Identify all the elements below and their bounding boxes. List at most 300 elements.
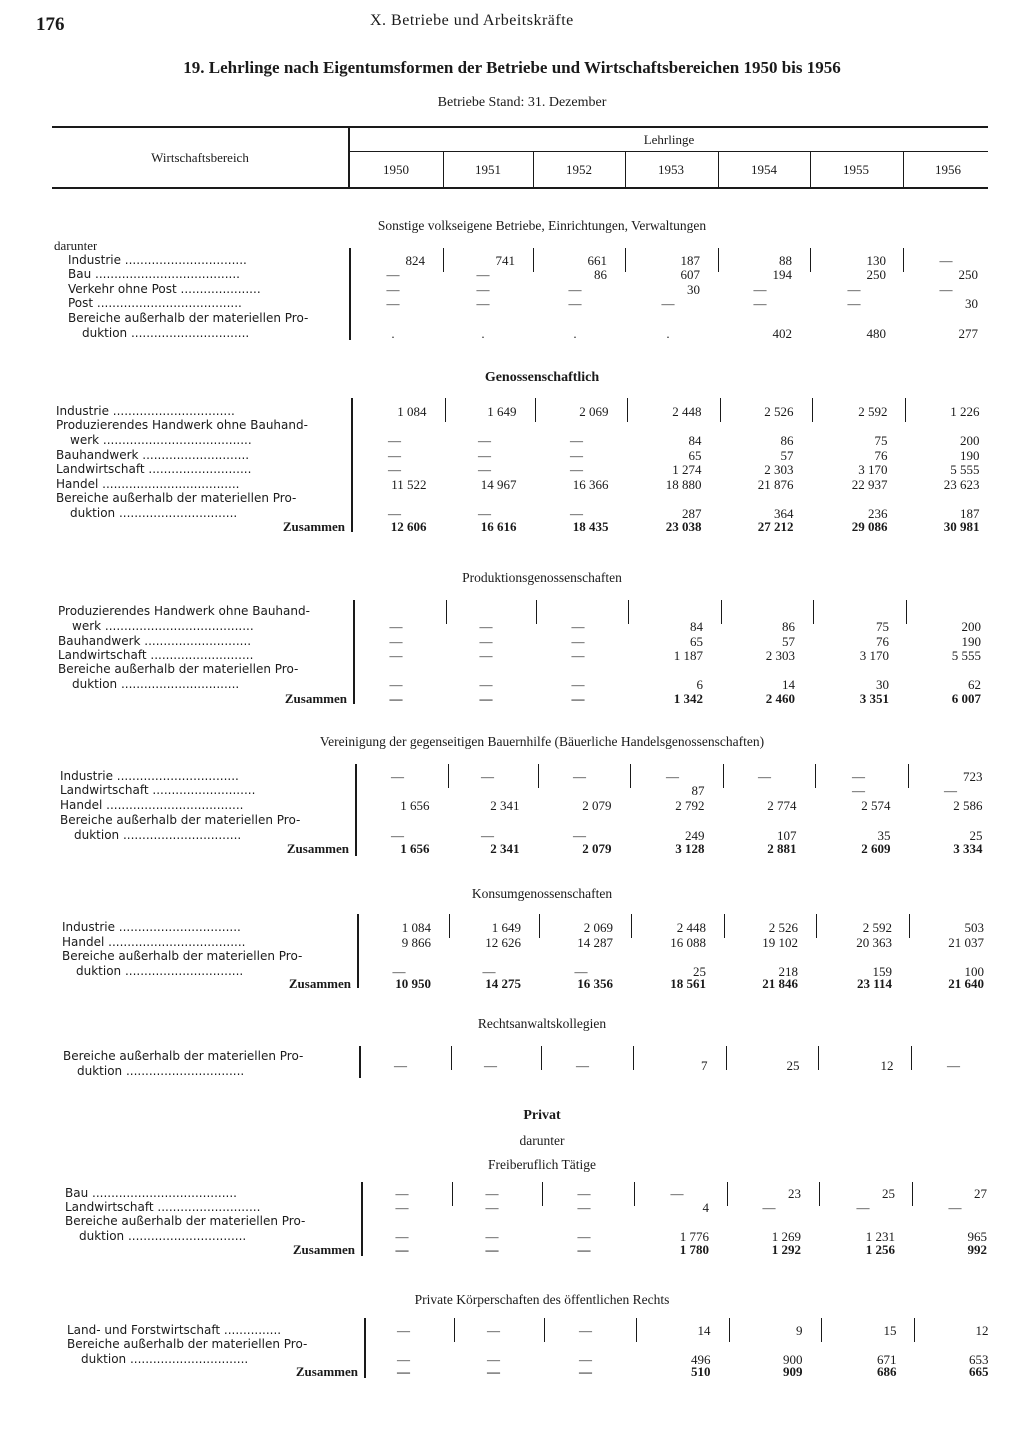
header-year-divider — [443, 152, 444, 187]
table-cell: — — [944, 783, 957, 798]
table-cell: — — [478, 433, 491, 448]
table-cell: 2 574 — [861, 798, 891, 813]
table-cell: 130 — [866, 253, 886, 268]
table-cell: 402 — [772, 326, 792, 341]
table-cell: — — [661, 296, 675, 311]
table-cell: 12 — [975, 1323, 989, 1338]
header-year-divider — [903, 152, 904, 187]
header-lehrlinge: Lehrlinge — [643, 132, 695, 147]
section-pre-label: darunter — [54, 238, 98, 253]
total-label: Zusammen — [286, 841, 349, 856]
table-cell: — — [386, 296, 400, 311]
table-cell: 27 212 — [757, 519, 794, 534]
table-cell: 1 342 — [673, 691, 703, 706]
row-label: Bereiche außerhalb der materiellen Pro- — [67, 1337, 308, 1351]
table-cell: 107 — [777, 828, 797, 843]
table-cell: 1 269 — [771, 1229, 801, 1244]
table-cell: 5 555 — [951, 648, 981, 663]
total-label: Zusammen — [288, 976, 351, 991]
row-label: Landwirtschaft ........................... — [58, 648, 254, 662]
table-cell: — — [479, 634, 493, 649]
row-label: duktion ............................... — [79, 1229, 247, 1243]
column-divider — [538, 764, 539, 788]
table-cell: 16 088 — [670, 935, 706, 950]
table-cell: 1 256 — [865, 1242, 895, 1257]
row-label: Bereiche außerhalb der materiellen Pro- — [56, 491, 297, 505]
row-label: duktion ............................... — [81, 1352, 249, 1366]
table-cell: — — [571, 677, 585, 692]
table-cell: — — [388, 448, 401, 463]
table-cell: 14 287 — [577, 935, 613, 950]
table-cell: — — [577, 1200, 591, 1215]
table-cell: 824 — [405, 253, 425, 268]
table-cell: — — [389, 619, 403, 634]
table-cell: — — [577, 1242, 591, 1257]
table-cell: 19 102 — [762, 935, 798, 950]
table-cell: 194 — [772, 267, 792, 282]
row-label: werk ....................................... — [70, 433, 252, 447]
row-label: duktion ............................... — [74, 828, 242, 842]
table-cell: — — [478, 462, 491, 477]
table-cell: 653 — [969, 1352, 989, 1367]
table-cell: 18 561 — [670, 976, 706, 991]
table-cell: 23 038 — [665, 519, 702, 534]
row-label: duktion ............................... — [82, 326, 250, 340]
column-divider — [723, 764, 724, 788]
table-cell: 496 — [691, 1352, 711, 1367]
table-cell: — — [487, 1323, 500, 1338]
table-cell: 1 274 — [672, 462, 702, 477]
table-cell: 665 — [969, 1364, 989, 1379]
table-cell: — — [847, 282, 861, 297]
table-cell: — — [856, 1200, 870, 1215]
table-cell: — — [395, 1186, 409, 1201]
row-label: werk ....................................... — [72, 619, 254, 633]
table-cell: 86 — [594, 267, 607, 282]
table-cell: 364 — [774, 506, 794, 521]
table-cell: — — [476, 282, 490, 297]
table-cell: 6 007 — [951, 691, 981, 706]
column-divider — [911, 1046, 912, 1070]
table-cell: — — [485, 1229, 499, 1244]
row-label: Landwirtschaft ........................... — [60, 783, 256, 797]
table-cell: 190 — [961, 634, 981, 649]
table-cell: 1 084 — [401, 920, 431, 935]
table-cell: 23 114 — [856, 976, 892, 991]
table-cell: 249 — [685, 828, 705, 843]
table-cell: 21 846 — [762, 976, 798, 991]
stub-divider — [353, 600, 355, 704]
table-cell: 76 — [876, 634, 889, 649]
table-cell: 22 937 — [851, 477, 888, 492]
page-number: 176 — [36, 14, 65, 35]
table-cell: 218 — [778, 964, 798, 979]
column-divider — [448, 764, 449, 788]
row-label: Bauhandwerk ............................ — [56, 448, 250, 462]
row-label: Bereiche außerhalb der materiellen Pro- — [60, 813, 301, 827]
column-divider — [544, 1318, 545, 1342]
table-cell: 2 609 — [861, 841, 891, 856]
table-cell: 12 626 — [485, 935, 521, 950]
table-cell: — — [395, 1200, 409, 1215]
stub-divider — [359, 1046, 361, 1078]
table-cell: 65 — [688, 448, 702, 463]
table-cell: 21 876 — [757, 477, 794, 492]
table-cell: 200 — [960, 433, 980, 448]
row-label: Handel .................................... — [60, 798, 244, 812]
table-cell: . — [573, 326, 577, 341]
table-cell: 2 303 — [764, 462, 794, 477]
table-cell: — — [391, 769, 404, 784]
table-cell: 2 792 — [675, 798, 705, 813]
row-label: duktion ............................... — [70, 506, 238, 520]
table-cell: 21 640 — [948, 976, 984, 991]
header-bottom-rule — [52, 187, 988, 189]
table-cell: — — [386, 282, 400, 297]
table-cell: — — [392, 964, 406, 979]
table-cell: 480 — [866, 326, 886, 341]
stub-divider — [364, 1318, 366, 1378]
table-cell: — — [573, 828, 586, 843]
table-cell: — — [481, 769, 494, 784]
table-cell: 23 — [788, 1186, 801, 1201]
table-cell: — — [948, 1200, 962, 1215]
table-cell: 30 — [876, 677, 889, 692]
table-cell: 1 084 — [397, 404, 427, 419]
table-cell: 277 — [958, 326, 978, 341]
table-cell: — — [391, 828, 404, 843]
table-cell: — — [487, 1352, 500, 1367]
table-cell: 2 069 — [583, 920, 613, 935]
table-cell: 27 — [974, 1186, 987, 1201]
table-cell: 62 — [968, 677, 981, 692]
table-cell: 7 — [701, 1058, 708, 1073]
section-subtitle: darunter — [519, 1133, 565, 1148]
table-cell: 900 — [783, 1352, 803, 1367]
table-cell: 1 649 — [487, 404, 517, 419]
table-cell: 3 170 — [859, 648, 889, 663]
table-cell: 723 — [963, 769, 983, 784]
table-cell: 250 — [958, 267, 978, 282]
table-cell: 14 — [782, 677, 795, 692]
column-divider — [542, 1182, 543, 1206]
table-cell: — — [485, 1200, 499, 1215]
row-label: Industrie ................................ — [62, 920, 241, 934]
table-cell: 2 079 — [582, 841, 612, 856]
table-subtitle: Betriebe Stand: 31. Dezember — [437, 95, 607, 110]
table-cell: 2 526 — [768, 920, 798, 935]
table-cell: 510 — [691, 1364, 711, 1379]
header-year-1956: 1956 — [935, 162, 961, 177]
table-cell: 4 — [702, 1200, 709, 1215]
table-cell: 1 776 — [679, 1229, 709, 1244]
table-cell: 187 — [960, 506, 980, 521]
table-cell: 25 — [693, 964, 706, 979]
table-cell: 671 — [877, 1352, 897, 1367]
table-cell: — — [394, 1058, 407, 1073]
row-label: duktion ............................... — [72, 677, 240, 691]
row-label: Landwirtschaft ........................... — [65, 1200, 261, 1214]
row-label: Bereiche außerhalb der materiellen Pro- — [65, 1214, 306, 1228]
table-cell: — — [397, 1323, 410, 1338]
table-cell: 965 — [967, 1229, 987, 1244]
table-cell: 30 — [687, 282, 700, 297]
table-cell: — — [758, 769, 771, 784]
table-cell: — — [852, 769, 865, 784]
column-divider — [536, 600, 537, 624]
row-label: Industrie ................................ — [60, 769, 239, 783]
table-cell: 2 341 — [490, 798, 520, 813]
table-cell: 88 — [779, 253, 792, 268]
header-year-divider — [810, 152, 811, 187]
column-divider — [815, 764, 816, 788]
table-cell: 3 128 — [675, 841, 705, 856]
table-title: 19. Lehrlinge nach Eigentumsformen der Betriebe und Wirtschaftsbereichen 1950 bis 1956 — [183, 58, 841, 77]
table-cell: 57 — [782, 634, 795, 649]
table-cell: 23 623 — [943, 477, 980, 492]
table-cell: — — [570, 506, 583, 521]
table-cell: — — [388, 506, 401, 521]
header-year-divider — [625, 152, 626, 187]
table-cell: 5 555 — [950, 462, 980, 477]
total-label: Zusammen — [292, 1242, 355, 1257]
table-cell: — — [576, 1058, 589, 1073]
table-cell: — — [481, 828, 494, 843]
table-cell: 3 170 — [858, 462, 888, 477]
table-cell: — — [388, 433, 401, 448]
table-cell: 2 303 — [765, 648, 795, 663]
table-cell: — — [568, 296, 582, 311]
total-label: Zusammen — [284, 691, 347, 706]
header-year-1955: 1955 — [843, 162, 869, 177]
table-cell: 661 — [587, 253, 607, 268]
table-cell: 503 — [964, 920, 984, 935]
header-year-1950: 1950 — [383, 162, 409, 177]
row-label: Bauhandwerk ............................ — [58, 634, 252, 648]
table-cell: 75 — [874, 433, 888, 448]
table-cell: 9 — [796, 1323, 803, 1338]
table-cell: — — [753, 296, 767, 311]
table-cell: — — [573, 769, 586, 784]
section-title: Genossenschaftlich — [484, 370, 600, 385]
table-cell: — — [478, 448, 491, 463]
table-cell: . — [391, 326, 395, 341]
table-cell: 741 — [495, 253, 515, 268]
table-cell: 65 — [690, 634, 703, 649]
table-cell: 16 616 — [480, 519, 517, 534]
table-cell: — — [485, 1242, 499, 1257]
table-cell: — — [579, 1364, 592, 1379]
table-cell: 100 — [964, 964, 984, 979]
table-cell: 607 — [680, 267, 700, 282]
table-cell: 87 — [691, 783, 705, 798]
table-cell: 2 592 — [858, 404, 888, 419]
table-cell: 18 880 — [665, 477, 702, 492]
table-cell: 30 981 — [943, 519, 980, 534]
table-cell: — — [570, 462, 583, 477]
table-cell: — — [479, 619, 493, 634]
table-cell: — — [570, 433, 583, 448]
header-year-1954: 1954 — [751, 162, 777, 177]
column-divider — [451, 1046, 452, 1070]
table-cell: — — [389, 648, 403, 663]
row-label: Handel .................................... — [62, 935, 246, 949]
table-cell: 35 — [877, 828, 891, 843]
row-label: Bau ...................................... — [65, 1186, 237, 1200]
table-cell: 287 — [682, 506, 702, 521]
column-divider — [454, 1318, 455, 1342]
table-cell: 2 069 — [579, 404, 609, 419]
table-cell: 2 448 — [676, 920, 706, 935]
table-cell: 25 — [969, 828, 983, 843]
table-cell: 909 — [783, 1364, 803, 1379]
row-label: Bereiche außerhalb der materiellen Pro- — [63, 1049, 304, 1063]
table-cell: . — [666, 326, 670, 341]
table-cell: — — [476, 296, 490, 311]
column-divider — [452, 1182, 453, 1206]
table-cell: — — [666, 769, 679, 784]
table-cell: 25 — [882, 1186, 895, 1201]
section-title: Sonstige volkseigene Betriebe, Einrichtungen, Verwaltungen — [377, 218, 707, 233]
table-cell: 2 586 — [953, 798, 983, 813]
table-cell: 12 606 — [390, 519, 427, 534]
row-label: Bereiche außerhalb der materiellen Pro- — [68, 311, 309, 325]
row-label: Industrie ................................ — [68, 253, 247, 267]
table-cell: 84 — [690, 619, 703, 634]
table-cell: 75 — [876, 619, 889, 634]
section-title: Rechtsanwaltskollegien — [477, 1016, 607, 1031]
table-cell: 686 — [877, 1364, 897, 1379]
table-cell: 992 — [967, 1242, 987, 1257]
total-label: Zusammen — [282, 519, 345, 534]
header-year-divider — [533, 152, 534, 187]
table-cell: 2 448 — [672, 404, 702, 419]
table-cell: — — [389, 677, 403, 692]
table-cell: — — [947, 1058, 960, 1073]
section-title: Vereinigung der gegenseitigen Bauernhilfe (Bäuerliche Handelsgenossenschaften) — [319, 734, 765, 749]
table-cell: 3 351 — [859, 691, 889, 706]
table-cell: 2 774 — [767, 798, 797, 813]
row-label: Bereiche außerhalb der materiellen Pro- — [58, 662, 299, 676]
table-cell: 30 — [965, 296, 978, 311]
table-cell: — — [847, 296, 861, 311]
table-cell: 6 — [696, 677, 703, 692]
table-cell: — — [570, 448, 583, 463]
row-label: Bau ...................................... — [68, 267, 240, 281]
row-label: Post ...................................... — [68, 296, 242, 310]
table-cell: — — [487, 1364, 500, 1379]
table-cell: — — [571, 634, 585, 649]
row-label: duktion ............................... — [77, 1064, 245, 1078]
table-cell: — — [852, 783, 865, 798]
table-cell: 2 079 — [582, 798, 612, 813]
row-label: Bereiche außerhalb der materiellen Pro- — [62, 949, 303, 963]
table-cell: 187 — [680, 253, 700, 268]
table-cell: — — [479, 691, 493, 706]
table-cell: — — [476, 267, 490, 282]
table-cell: — — [389, 691, 403, 706]
table-cell: — — [753, 282, 767, 297]
table-cell: — — [397, 1364, 410, 1379]
running-head: X. Betriebe und Arbeitskräfte — [370, 12, 574, 29]
table-cell: 2 592 — [862, 920, 892, 935]
row-label: Produzierendes Handwerk ohne Bauhand- — [58, 604, 310, 618]
table-cell: — — [479, 677, 493, 692]
section-title: Privat — [523, 1108, 561, 1123]
table-cell: 236 — [868, 506, 888, 521]
row-label: Verkehr ohne Post ..................... — [68, 282, 261, 296]
table-cell: — — [762, 1200, 776, 1215]
table-cell: 84 — [688, 433, 702, 448]
table-cell: 10 950 — [395, 976, 431, 991]
table-cell: — — [670, 1186, 684, 1201]
table-cell: — — [939, 253, 953, 268]
table-cell: — — [395, 1229, 409, 1244]
table-cell: 12 — [880, 1058, 894, 1073]
table-cell: — — [579, 1323, 592, 1338]
section-title: Private Körperschaften des öffentlichen Rechts — [414, 1292, 670, 1307]
table-cell: 21 037 — [948, 935, 984, 950]
table-cell: 2 460 — [765, 691, 795, 706]
row-label: Land- und Forstwirtschaft ............... — [67, 1323, 282, 1337]
column-divider — [541, 1046, 542, 1070]
table-cell: — — [579, 1352, 592, 1367]
table-cell: — — [479, 648, 493, 663]
table-cell: — — [577, 1186, 591, 1201]
table-cell: 250 — [866, 267, 886, 282]
table-cell: 1 656 — [400, 841, 430, 856]
table-cell: 1 780 — [679, 1242, 709, 1257]
table-cell: 9 866 — [401, 935, 431, 950]
header-year-1953: 1953 — [658, 162, 684, 177]
section-title: Produktionsgenossenschaften — [462, 570, 622, 585]
header-year-1951: 1951 — [475, 162, 501, 177]
table-cell: — — [571, 648, 585, 663]
table-cell: 2 526 — [764, 404, 794, 419]
table-cell: — — [574, 964, 588, 979]
table-cell: 1 292 — [771, 1242, 801, 1257]
table-cell: — — [478, 506, 491, 521]
table-cell: 16 366 — [572, 477, 609, 492]
lehrlinge-underline — [350, 151, 988, 152]
section-subtitle: Freiberuflich Tätige — [487, 1157, 597, 1172]
table-cell: 15 — [883, 1323, 897, 1338]
table-cell: 25 — [786, 1058, 800, 1073]
table-cell: 16 356 — [577, 976, 613, 991]
table-cell: 1 649 — [491, 920, 521, 935]
table-cell: 1 231 — [865, 1229, 895, 1244]
table-cell: — — [397, 1352, 410, 1367]
table-cell: — — [395, 1242, 409, 1257]
table-cell: 190 — [960, 448, 980, 463]
stub-divider — [361, 1182, 363, 1256]
section-title: Konsumgenossenschaften — [471, 886, 613, 901]
table-cell: — — [568, 282, 582, 297]
table-cell: 14 967 — [480, 477, 517, 492]
table-cell: 2 341 — [490, 841, 520, 856]
table-cell: — — [389, 634, 403, 649]
table-cell: 14 — [697, 1323, 711, 1338]
table-cell: 14 275 — [485, 976, 521, 991]
table-cell: 159 — [872, 964, 892, 979]
header-year-divider — [718, 152, 719, 187]
table-cell: 1 226 — [950, 404, 980, 419]
table-cell: 18 435 — [572, 519, 609, 534]
table-cell: . — [481, 326, 485, 341]
row-label: Industrie ................................ — [56, 404, 235, 418]
table-cell: 1 656 — [400, 798, 430, 813]
row-label: duktion ............................... — [76, 964, 244, 978]
